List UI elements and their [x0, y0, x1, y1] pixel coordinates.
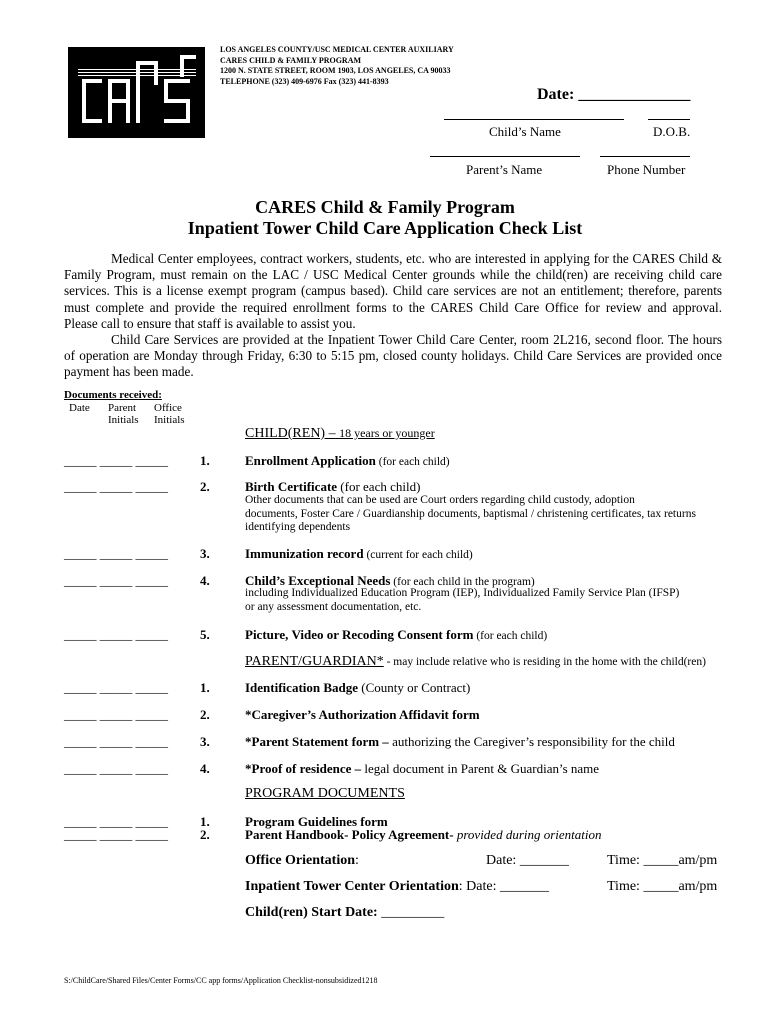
item-number: 2. — [200, 827, 210, 842]
intro-line: Family Program, must remain on the LAC / USC Medical Center grounds while the child(ren) are receiving child care — [64, 267, 722, 283]
col-office-header: Office Initials — [154, 402, 185, 426]
item-title: Birth Certificate — [245, 479, 338, 494]
item-number: 4. — [200, 761, 210, 776]
item-number: 2. — [200, 479, 210, 494]
phone-number-line[interactable] — [600, 156, 690, 157]
col-date-header: Date — [69, 402, 90, 414]
parent-section-note: - may include relative who is residing in the home with the child(ren) — [383, 656, 706, 668]
item-number: 5. — [200, 627, 210, 642]
item-note: provided during orientation — [453, 827, 602, 842]
start-date-label: Child(ren) Start Date: — [245, 905, 378, 920]
initials-blanks[interactable]: _____ _____ _____ — [64, 627, 168, 642]
item-subtext — [245, 587, 679, 614]
program-section-title: PROGRAM DOCUMENTS — [245, 786, 405, 801]
item-title: Child’s Exceptional Needs — [245, 573, 391, 588]
child-section-note: 18 years or younger — [339, 426, 435, 440]
file-path-footer: S:/ChildCare/Shared Files/Center Forms/CC app forms/Application Checklist-nonsubsidized1218 — [64, 976, 378, 985]
item-subtext — [245, 494, 696, 535]
tower-orientation — [245, 879, 549, 895]
child-item-immunization — [245, 546, 473, 562]
subtext-line: including Individualized Education Program (IEP), Individualized Family Service Plan (IFSP) — [245, 587, 680, 599]
tower-orientation-time[interactable]: Time: _____am/pm — [607, 879, 718, 894]
cares-logo-art — [68, 47, 205, 138]
dob-label: D.O.B. — [653, 124, 691, 139]
initials-blanks[interactable]: _____ _____ _____ — [64, 680, 168, 695]
page-subtitle: Inpatient Tower Child Care Application Check List — [187, 218, 583, 238]
item-title: Identification Badge — [245, 680, 359, 695]
subtext-line: identifying dependents — [245, 521, 351, 533]
intro-line: payment has been made. — [64, 364, 194, 380]
office-orientation — [245, 853, 359, 869]
documents-received-heading: Documents received: — [64, 389, 162, 401]
org-line: LOS ANGELES COUNTY/USC MEDICAL CENTER AUXILIARY — [220, 45, 454, 54]
initials-blanks[interactable]: _____ _____ _____ — [64, 814, 168, 829]
item-number: 2. — [200, 707, 210, 722]
item-number: 3. — [200, 546, 210, 561]
item-number: 3. — [200, 734, 210, 749]
item-number: 1. — [200, 680, 210, 695]
col-parent-header: Parent Initials — [108, 402, 139, 426]
item-note: (current for each child) — [363, 549, 473, 561]
initials-blanks[interactable]: _____ _____ _____ — [64, 573, 168, 588]
initials-blanks[interactable]: _____ _____ _____ — [64, 827, 168, 842]
item-note: (for each child) — [473, 630, 548, 642]
organization-address — [220, 45, 454, 87]
program-item-handbook — [245, 827, 602, 843]
item-note: (for each child) — [337, 479, 421, 494]
item-note: legal document in Parent & Guardian’s name — [361, 761, 600, 776]
start-date — [245, 905, 444, 921]
initials-blanks[interactable]: _____ _____ _____ — [64, 761, 168, 776]
item-title: *Parent Statement form – — [245, 734, 389, 749]
intro-paragraph-2 — [64, 332, 722, 381]
date-field[interactable]: Date: ______________ — [537, 86, 691, 103]
start-date-blank[interactable]: _________ — [377, 905, 445, 920]
initials-blanks[interactable]: _____ _____ _____ — [64, 546, 168, 561]
intro-line: must complete and provide the required enrollment forms to the CARES Child Care Office for review and approval. — [64, 299, 722, 315]
initials-blanks[interactable]: _____ _____ _____ — [64, 707, 168, 722]
child-item-enrollment — [245, 453, 450, 469]
subtext-line: documents, Foster Care / Guardianship documents, baptismal / christening certificates, tax returns — [245, 507, 696, 520]
item-number: 1. — [200, 814, 210, 829]
item-note: (County or Contract) — [358, 680, 471, 695]
subtext-line: Other documents that can be used are Court orders regarding child custody, adoption — [245, 494, 635, 506]
parent-section-title — [245, 652, 706, 670]
intro-paragraph-1 — [64, 251, 722, 332]
parent-item-parent-statement — [245, 734, 675, 750]
tower-orientation-label: Inpatient Tower Center Orientation — [245, 879, 459, 894]
org-line: CARES CHILD & FAMILY PROGRAM — [220, 55, 362, 65]
intro-line: services. This is a license exempt program (campus based). Child care services are not an entitlement; therefore, parents — [64, 283, 722, 299]
item-note: (for each child in the program) — [390, 576, 535, 588]
parent-section-label: PARENT/GUARDIAN* — [245, 654, 384, 669]
item-title: Immunization record — [245, 546, 364, 561]
org-line: TELEPHONE (323) 409-6976 Fax (323) 441-8393 — [220, 76, 389, 86]
child-item-consent-form — [245, 627, 547, 643]
initials-blanks[interactable]: _____ _____ _____ — [64, 479, 168, 494]
office-orientation-time[interactable]: Time: _____am/pm — [607, 853, 718, 868]
dob-line[interactable] — [648, 119, 690, 120]
page-title: CARES Child & Family Program — [255, 197, 515, 217]
childs-name-label: Child’s Name — [489, 124, 561, 139]
phone-number-label: Phone Number — [607, 162, 686, 177]
tower-orientation-date[interactable]: : Date: _______ — [458, 879, 549, 894]
cares-logo — [68, 47, 205, 138]
intro-line: of operation are Monday through Friday, 6:30 to 5:15 pm, closed county holidays. Child Care Services are provided once — [64, 348, 722, 364]
initials-blanks[interactable]: _____ _____ _____ — [64, 453, 168, 468]
intro-line: Child Care Services are provided at the Inpatient Tower Child Care Center, room 2L216, second floor. The hours — [111, 332, 722, 347]
item-title: Enrollment Application — [245, 453, 376, 468]
office-orientation-date[interactable]: Date: _______ — [486, 853, 569, 868]
office-orientation-label: Office Orientation — [245, 853, 356, 868]
initials-blanks[interactable]: _____ _____ _____ — [64, 734, 168, 749]
item-note: (for each child) — [375, 456, 450, 468]
parent-item-proof-of-residence — [245, 761, 599, 777]
child-item-birth-certificate — [245, 479, 420, 495]
org-line: 1200 N. STATE STREET, ROOM 1903, LOS ANGELES, CA 90033 — [220, 66, 451, 75]
item-number: 1. — [200, 453, 210, 468]
item-title: Program Guidelines form — [245, 814, 388, 829]
item-number: 4. — [200, 573, 210, 588]
item-title: Picture, Video or Recoding Consent form — [245, 627, 474, 642]
item-title: Parent Handbook- Policy Agreement- — [245, 827, 454, 842]
item-title: *Caregiver’s Authorization Affidavit form — [245, 707, 480, 722]
intro-line: Please call to ensure that staff is available to assist you. — [64, 315, 356, 331]
parent-item-caregiver-affidavit — [245, 707, 480, 723]
childs-name-line[interactable] — [444, 119, 624, 120]
parent-item-id-badge — [245, 680, 470, 696]
parents-name-line[interactable] — [430, 156, 580, 157]
office-orientation-colon: : — [355, 853, 359, 868]
item-title: *Proof of residence – — [245, 761, 362, 776]
parents-name-label: Parent’s Name — [466, 162, 543, 177]
child-section-title — [245, 426, 435, 442]
child-section-label: CHILD(REN) – — [245, 426, 336, 441]
intro-line: Medical Center employees, contract workers, students, etc. who are interested in applying for the CARES Child & — [111, 251, 722, 266]
subtext-line: or any assessment documentation, etc. — [245, 600, 422, 613]
item-note: authorizing the Caregiver’s responsibility for the child — [388, 734, 675, 749]
